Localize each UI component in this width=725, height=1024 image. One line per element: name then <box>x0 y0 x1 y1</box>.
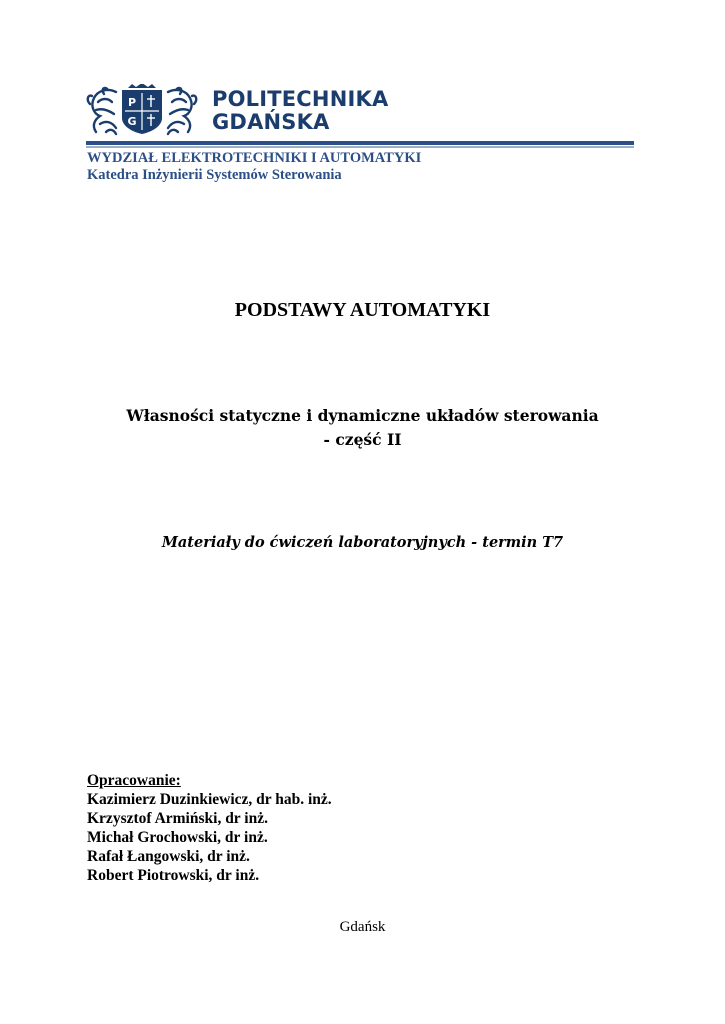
logo-wordmark <box>212 88 388 134</box>
department-name: Katedra Inżynierii Systemów Sterowania <box>87 167 342 183</box>
university-logo <box>86 84 389 140</box>
authors-block <box>87 771 332 885</box>
faculty-name: WYDZIAŁ ELEKTROTECHNIKI I AUTOMATYKI <box>87 150 422 166</box>
header-divider-thin <box>86 146 634 148</box>
course-title: PODSTAWY AUTOMATYKI <box>234 299 491 321</box>
logo-line-2: GDAŃSKA <box>212 110 330 134</box>
author-item: Krzysztof Armiński, dr inż. <box>87 810 268 827</box>
crest-letter-p: P <box>127 96 137 109</box>
topic-line-2: - część II <box>323 430 402 449</box>
materials-subtitle: Materiały do ćwiczeń laboratoryjnych - termin T7 <box>161 534 564 551</box>
university-crest-icon <box>86 84 198 136</box>
topic-title <box>0 404 725 452</box>
city-name: Gdańsk <box>339 919 386 935</box>
crest-letter-g: G <box>127 115 137 128</box>
author-item: Michał Grochowski, dr inż. <box>87 829 268 846</box>
header-divider-thick <box>86 141 634 145</box>
author-item: Rafał Łangowski, dr inż. <box>87 848 250 865</box>
topic-line-1: Własności statyczne i dynamiczne układów sterowania <box>126 406 599 425</box>
author-item: Kazimierz Duzinkiewicz, dr hab. inż. <box>87 791 332 808</box>
authors-heading: Opracowanie: <box>87 772 181 789</box>
faculty-block <box>87 150 421 184</box>
author-item: Robert Piotrowski, dr inż. <box>87 867 260 884</box>
logo-line-1: POLITECHNIKA <box>212 87 389 111</box>
